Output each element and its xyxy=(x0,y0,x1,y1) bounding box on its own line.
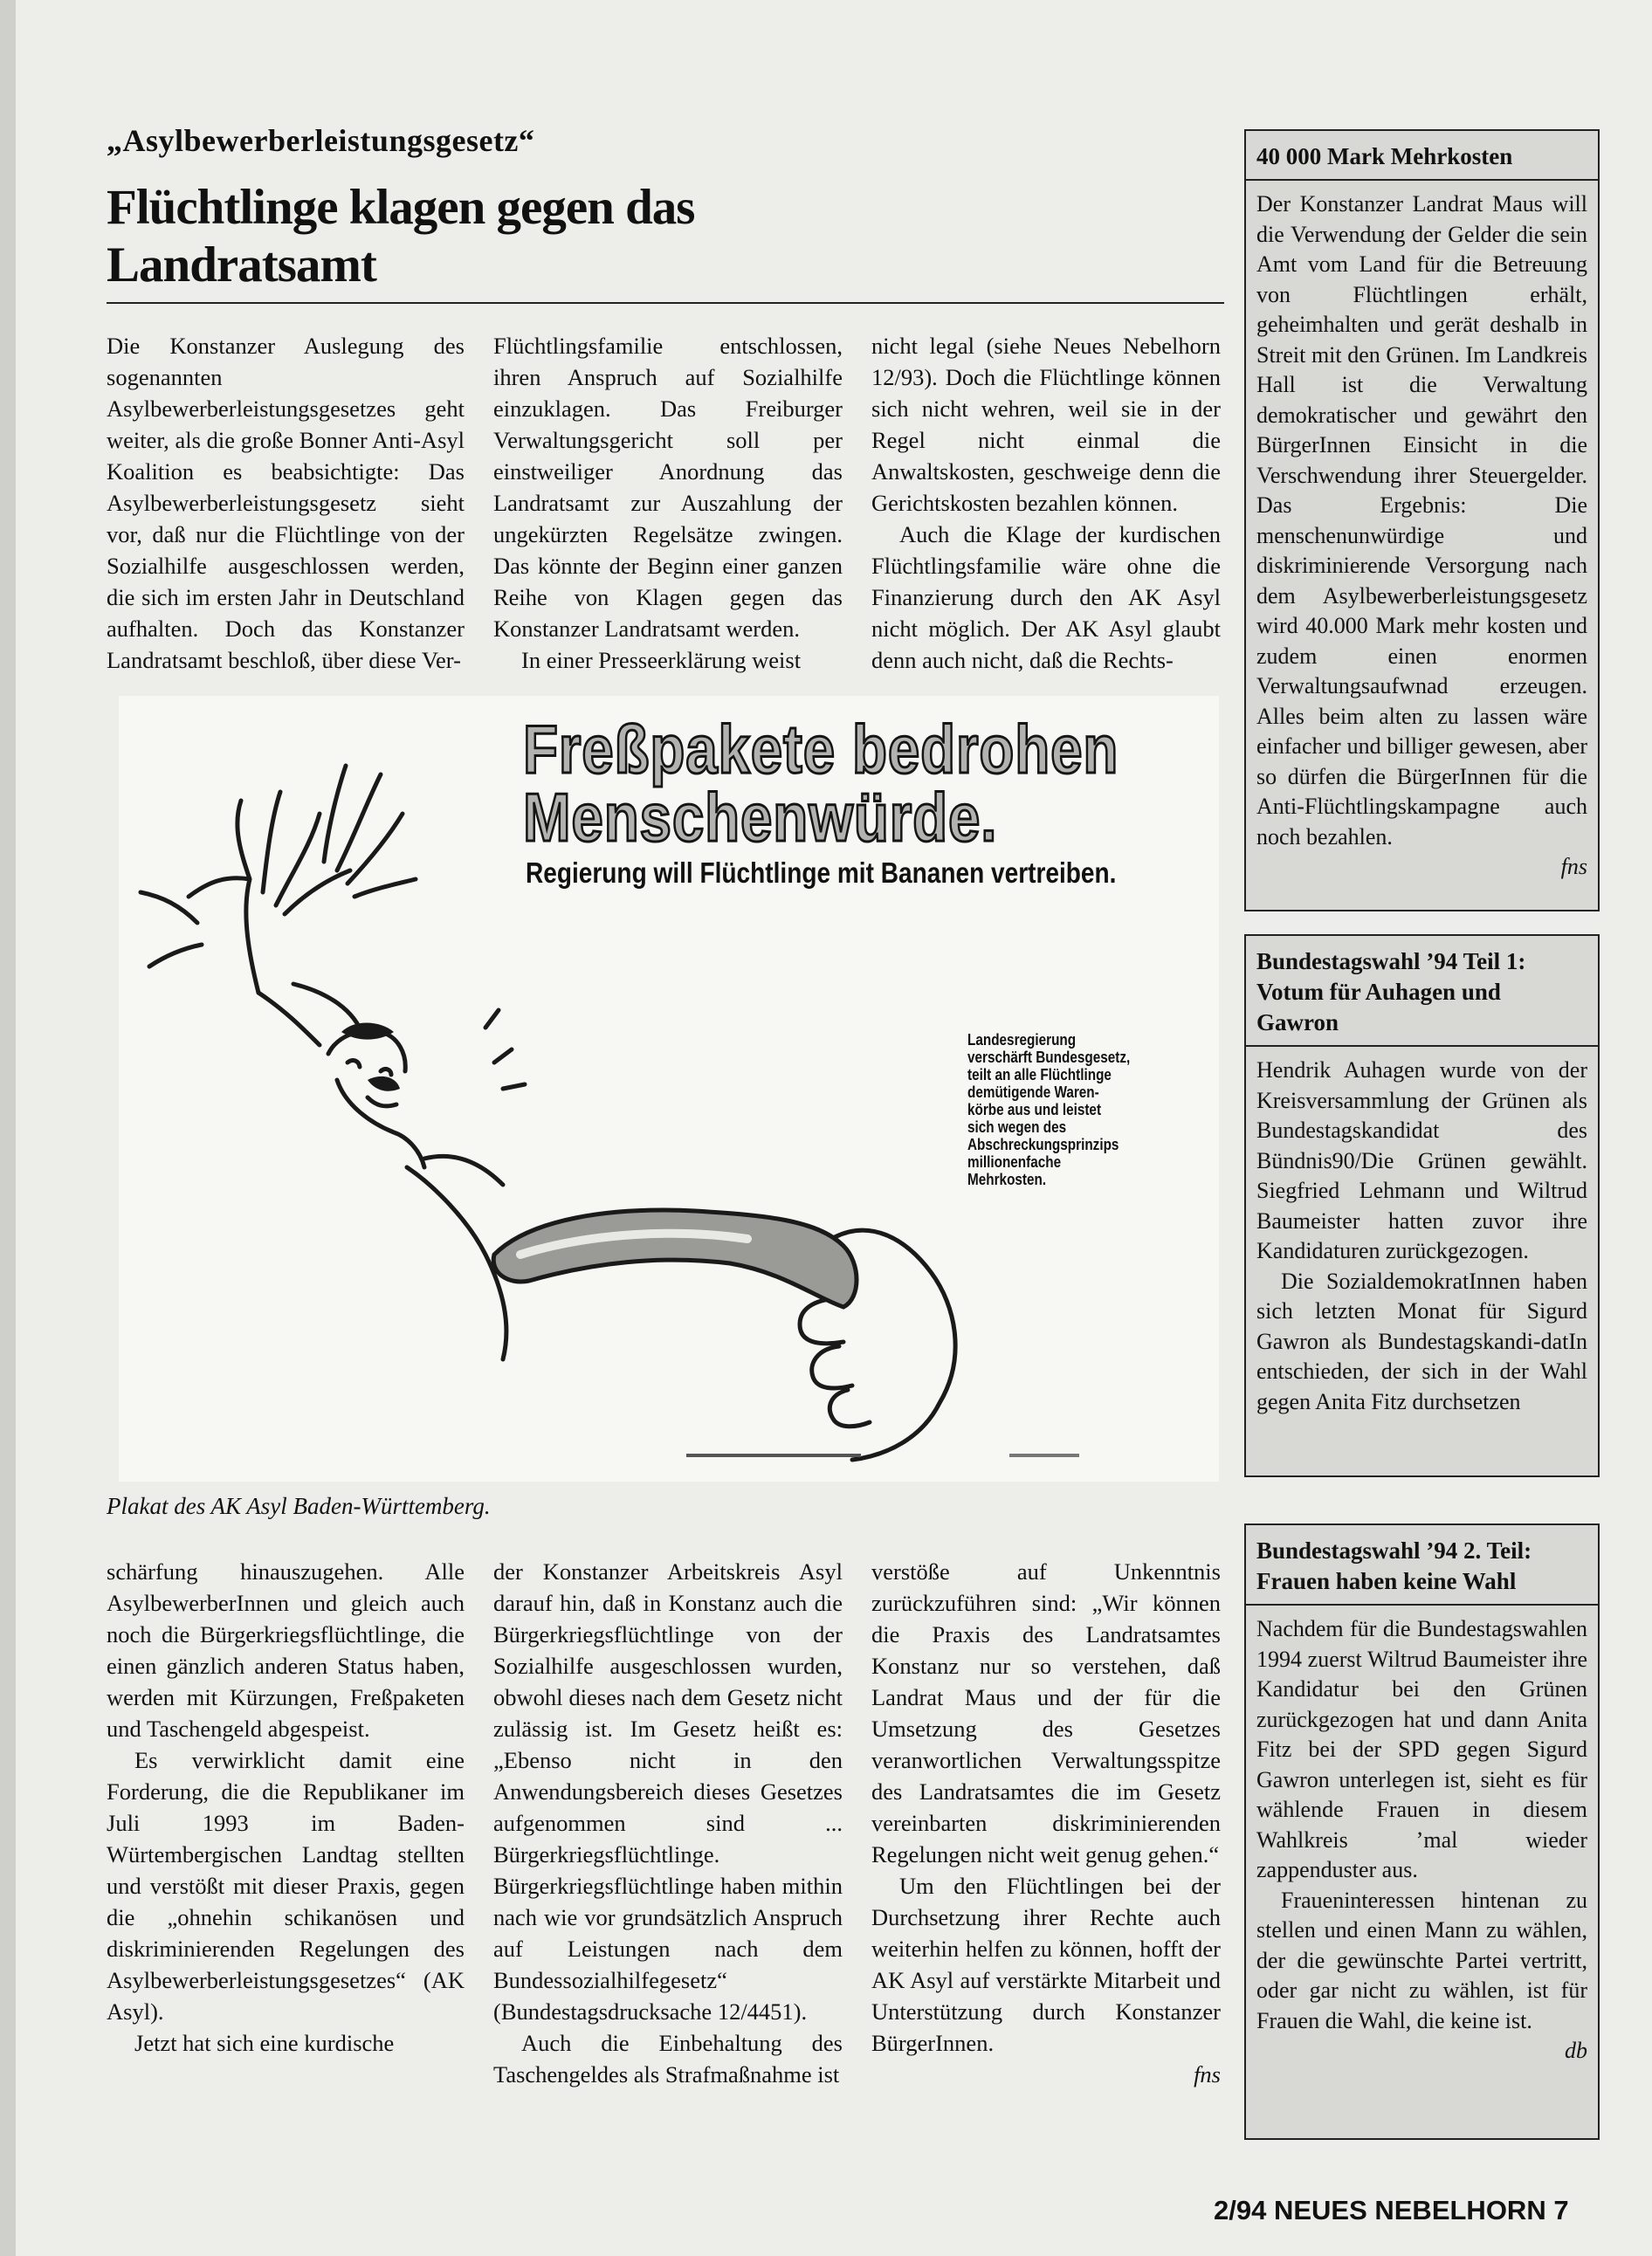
article-top-column-2 xyxy=(493,330,843,676)
paragraph: der Konstanzer Arbeitskreis Asyl darauf hin, daß in Konstanz auch die Bürgerkriegsflüchtlinge von der Sozialhilfe ausgeschlossen wurden, obwohl dieses nach dem Gesetz nicht zulässig ist. Im Gesetz heißt es: „Ebenso nicht in den Anwendungsbereich dieses Gesetzes aufgenommen sind ... Bürgerkriegsflüchtlinge. Bürgerkriegsflüchtlinge haben mithin nach wie vor grundsätzlich Anspruch auf Leistungen nach dem Bundessozialhilfegesetz“ (Bundestagsdrucksache 12/4451). xyxy=(493,1558,843,2025)
poster-body-text: Landesregierung verschärft Bundesgesetz, teilt an alle Flüchtlinge demütigende Waren- körbe aus und leistet sich wegen des Abschreckungsprinzips millionenfache Mehrkosten. xyxy=(967,1031,1131,1188)
article-signature: fns xyxy=(1194,2061,1221,2087)
paragraph: Auch die Einbehaltung des Taschengeldes als Strafmaßnahme ist xyxy=(493,2030,843,2087)
box-title: Bundestagswahl ’94 Teil 1: Votum für Auhagen und Gawron xyxy=(1256,948,1526,1035)
paragraph: Fraueninteressen hintenan zu stellen und einen Mann zu wählen, der die gewünschte Partei vertritt, oder gar nicht zu wählen, ist für Frauen die Wahl, die keine ist. xyxy=(1256,1887,1587,2033)
article-top-column-3 xyxy=(871,330,1221,676)
paragraph: Um den Flüchtlingen bei der Durchsetzung ihrer Rechte auch weiterhin helfen zu können, hofft der AK Asyl auf verstärkte Mitarbeit und Unterstützung durch Konstanzer BürgerInnen. xyxy=(871,1873,1221,2056)
page-footer: 2/94 NEUES NEBELHORN 7 xyxy=(1214,2195,1569,2225)
page-edge-shadow xyxy=(0,0,16,2256)
paragraph: schärfung hinauszugehen. Alle AsylbewerberInnen und gleich auch noch die Bürgerkriegsflüchtlinge, die einen gänzlich anderen Status haben, werden mit Kürzungen, Freßpaketen und Taschengeld abgespeist. xyxy=(107,1558,465,1742)
paragraph: Die Konstanzer Auslegung des sogenannten Asylbewerberleistungsgesetzes geht weiter, als die große Bonner Anti-Asyl Koalition es beabsichtigte: Das Asylbewerberleistungsgesetz sieht vor, daß nur die Flüchtlinge von der Sozialhilfe ausgeschlossen werden, die sich im ersten Jahr in Deutschland aufhalten. Doch das Konstanzer Landratsamt beschloß, über diese Ver- xyxy=(107,333,465,673)
poster-subtitle: Regierung will Flüchtlinge mit Bananen vertreiben. xyxy=(526,856,1117,889)
article-kicker: „Asylbewerberleistungsgesetz“ xyxy=(107,123,535,158)
article-headline: Flüchtlinge klagen gegen das Landratsamt xyxy=(107,180,695,292)
box-body xyxy=(1246,1047,1598,1422)
poster-caption: Plakat des AK Asyl Baden-Württemberg. xyxy=(107,1493,491,1519)
paragraph: Nachdem für die Bundestagswahlen 1994 zuerst Wiltrud Baumeister ihre Kandidatur bei den Grünen zurückgezogen hat und dann Anita Fitz bei der SPD gegen Sigurd Gawron unterlegen ist, sieht es für wählende Frauen in diesem Wahlkreis ’mal wieder zappenduster aus. xyxy=(1256,1616,1587,1882)
box-body xyxy=(1246,181,1598,888)
sidebar-box-bundestagswahl-teil-2 xyxy=(1244,1523,1600,2140)
box-signature: fns xyxy=(1560,854,1587,879)
sidebar-box-mehrkosten xyxy=(1244,129,1600,911)
paragraph: Flüchtlingsfamilie entschlossen, ihren Anspruch auf Sozialhilfe einzuklagen. Das Freiburger Verwaltungsgericht soll per einstweiliger Anordnung das Landratsamt zur Auszahlung der ungekürzten Regelsätze zwingen. Das könnte der Beginn einer ganzen Reihe von Klagen gegen das Konstanzer Landratsamt werden. xyxy=(493,333,843,642)
paragraph: Jetzt hat sich eine kurdische xyxy=(134,2030,395,2056)
article-bottom-column-1 xyxy=(107,1556,465,2059)
sidebar-box-bundestagswahl-teil-1 xyxy=(1244,934,1600,1477)
paragraph: nicht legal (siehe Neues Nebelhorn 12/93). Doch die Flüchtlinge können sich nicht wehren, weil sie in der Regel nicht einmal die Anwaltskosten, geschweige denn die Gerichtskosten bezahlen können. xyxy=(871,333,1221,516)
poster-title-line-2: Menschenwürde. xyxy=(523,779,998,856)
box-body xyxy=(1246,1606,1598,2072)
headline-rule xyxy=(107,302,1224,304)
paragraph: verstöße auf Unkenntnis zurückzuführen sind: „Wir können die Praxis des Landratsamtes Konstanz nur so verstehen, daß Landrat Maus und der für die Umsetzung des Gesetzes veranwortlichen Verwaltungsspitze des Landratsamtes die im Gesetz vereinbarten diskriminierenden Regelungen nicht weit genug gehen.“ xyxy=(871,1558,1221,1867)
box-title: Bundestagswahl ’94 2. Teil: Frauen haben keine Wahl xyxy=(1256,1537,1532,1594)
paragraph: Der Konstanzer Landrat Maus will die Verwendung der Gelder die sein Amt vom Land für die Betreuung von Flüchtlingen erhält, geheimhalten und gerät deshalb in Streit mit den Grünen. Im Landkreis Hall ist die Verwaltung demokratischer und gewährt den BürgerInnen Einsicht in die Verschwendung ihrer Steuergelder. Das Ergebnis: Die menschenunwürdige und diskriminierende Versorgung nach dem Asylbewerberleistungsgesetz wird 40.000 Mark mehr kosten und zudem einen enormen Verwaltungsaufwnad erzeugen. Alles beim alten zu lassen wäre einfacher und billiger gewesen, aber so dürfen die BürgerInnen für die Anti-Flüchtlingskampagne auch noch bezahlen. xyxy=(1256,191,1587,849)
paragraph: Die SozialdemokratInnen haben sich letzten Monat für Sigurd Gawron als Bundestagskandi-datIn entschieden, der sich in der Wahl gegen Anita Fitz durchsetzen xyxy=(1256,1268,1587,1414)
paragraph: In einer Presseerklärung weist xyxy=(521,647,802,673)
article-top-column-1 xyxy=(107,330,465,676)
box-signature: db xyxy=(1565,2038,1587,2063)
poster-title-line-1: Freßpakete bedrohen xyxy=(523,711,1119,788)
box-title: 40 000 Mark Mehrkosten xyxy=(1256,143,1513,169)
article-bottom-column-3 xyxy=(871,1556,1221,2090)
article-bottom-column-2 xyxy=(493,1556,843,2090)
paragraph: Hendrik Auhagen wurde von der Kreisversammlung der Grünen als Bundestagskandidat des Bündnis90/Die Grünen gewählt. Siegfried Lehmann und Wiltrud Baumeister hatten zuvor ihre Kandidaturen zurückgezogen. xyxy=(1256,1057,1587,1263)
poster-title xyxy=(523,711,1119,856)
poster-image xyxy=(119,696,1219,1482)
paragraph: Es verwirklicht damit eine Forderung, die die Republikaner im Juli 1993 im Baden-Würtembergischen Landtag stellten und verstößt mit dieser Praxis, gegen die „ohnehin schikanösen und diskriminierenden Regelungen des Asylbewerberleistungsgesetzes“ (AK Asyl). xyxy=(107,1747,465,2025)
paragraph: Auch die Klage der kurdischen Flüchtlingsfamilie wäre ohne die Finanzierung durch den AK Asyl nicht möglich. Der AK Asyl glaubt denn auch nicht, daß die Rechts- xyxy=(871,521,1221,673)
